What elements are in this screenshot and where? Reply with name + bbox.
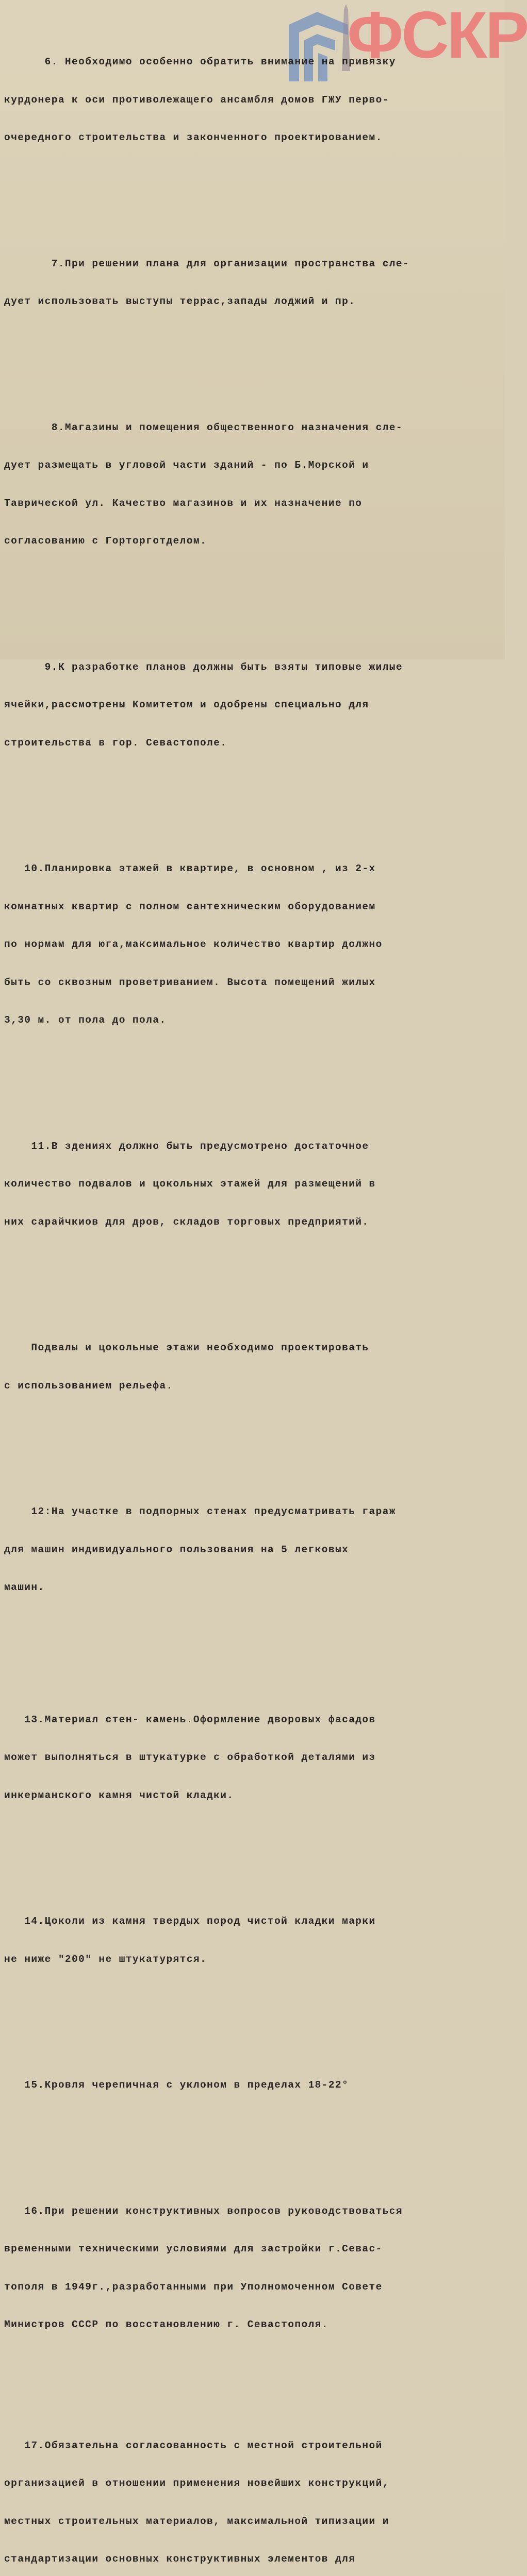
text-line: 14.Цоколи из камня твердых пород чистой кладки марки (4, 1915, 484, 1928)
paragraph-12 (4, 1480, 484, 1619)
text-line: них сарайчкиов для дров, складов торговых предприятий. (4, 1216, 484, 1229)
text-line: быть со сквозным проветриванием. Высота помещений жилых (4, 976, 484, 989)
text-line: 7.При решении плана для организации пространства сле- (4, 258, 484, 270)
text-line: машин. (4, 1581, 484, 1594)
paragraph-16 (4, 2180, 484, 2357)
text-line: стандартизации основных конструктивных элементов для (4, 2553, 484, 2566)
text-line: может выполняться в штукатурке с обработкой деталями из (4, 1751, 484, 1764)
text-line: Министров СССР по восстановлению г. Севастополя. (4, 2318, 484, 2331)
text-line: 15.Кровля черепичная с уклоном в пределах 18-22° (4, 2079, 484, 2092)
text-line: тополя в 1949г.,разработанными при Уполномоченном Совете (4, 2281, 484, 2294)
paragraph-14 (4, 1890, 484, 1991)
text-line: комнатных квартир с полном сантехническим оборудованием (4, 901, 484, 913)
text-line: местных строительных материалов, максимальной типизации и (4, 2515, 484, 2528)
paragraph-9 (4, 636, 484, 775)
text-line: курдонера к оси противолежащего ансамбля домов ГЖУ перво- (4, 94, 484, 107)
paragraph-10 (4, 837, 484, 1052)
text-line: инкерманского камня чистой кладки. (4, 1789, 484, 1802)
text-line: строительства в гор. Севастополе. (4, 737, 484, 750)
text-line: 17.Обязательна согласованность с местной строительной (4, 2439, 484, 2452)
text-line: временными техническими условиями для застройки г.Севас- (4, 2243, 484, 2256)
paragraph-15 (4, 2054, 484, 2117)
text-line: Таврической ул. Качество магазинов и их назначение по (4, 497, 484, 510)
paragraph-7 (4, 232, 484, 333)
text-line: с использованием рельефа. (4, 1380, 484, 1393)
text-line: согласованию с Горторготделом. (4, 535, 484, 548)
text-line: не ниже "200" не штукатурятся. (4, 1953, 484, 1966)
paragraph-8 (4, 396, 484, 573)
paragraph-11 (4, 1115, 484, 1254)
text-line: 8.Магазины и помещения общественного назначения сле- (4, 421, 484, 434)
text-line: дует размещать в угловой части зданий - по Б.Морской и (4, 459, 484, 472)
text-line: 13.Материал стен- камень.Оформление дворовых фасадов (4, 1714, 484, 1726)
text-line: 10.Планировка этажей в квартире, в основном , из 2-х (4, 862, 484, 875)
text-line: количество подвалов и цокольных этажей для размещений в (4, 1178, 484, 1191)
text-line: 12:На участке в подпорных стенах предусматривать гараж (4, 1505, 484, 1518)
text-line: 3,30 м. от пола до пола. (4, 1014, 484, 1027)
text-line: ячейки,рассмотрены Комитетом и одобрены специально для (4, 699, 484, 711)
text-line: 6. Необходимо особенно обратить внимание на привязку (4, 56, 484, 69)
paragraph-6 (4, 30, 484, 170)
text-line: 9.К разработке планов должны быть взяты типовые жилые (4, 661, 484, 674)
typed-text (4, 5, 484, 2576)
paragraph-11-basements (4, 1316, 484, 1417)
text-line: 11.В зденияx должно быть предусмотрено достаточное (4, 1140, 484, 1153)
text-line: по нормам для юга,максимальное количество квартир должно (4, 938, 484, 951)
watermark-text: ФСКР (347, 0, 527, 74)
paragraph-13 (4, 1688, 484, 1827)
text-line: 16.При решении конструктивных вопросов руководствоваться (4, 2205, 484, 2218)
text-line: организацией в отношении применения новейших конструкций, (4, 2477, 484, 2490)
text-line: очередного строительства и законченного проектированием. (4, 131, 484, 144)
text-line: Подвалы и цокольные этажи необходимо проектировать (4, 1342, 484, 1354)
text-line: дует использовать выступы террас,запады лоджий и пр. (4, 295, 484, 308)
document-page (0, 0, 505, 659)
paragraph-17 (4, 2414, 484, 2576)
text-line: для машин индивидуального пользования на 5 легковых (4, 1544, 484, 1556)
